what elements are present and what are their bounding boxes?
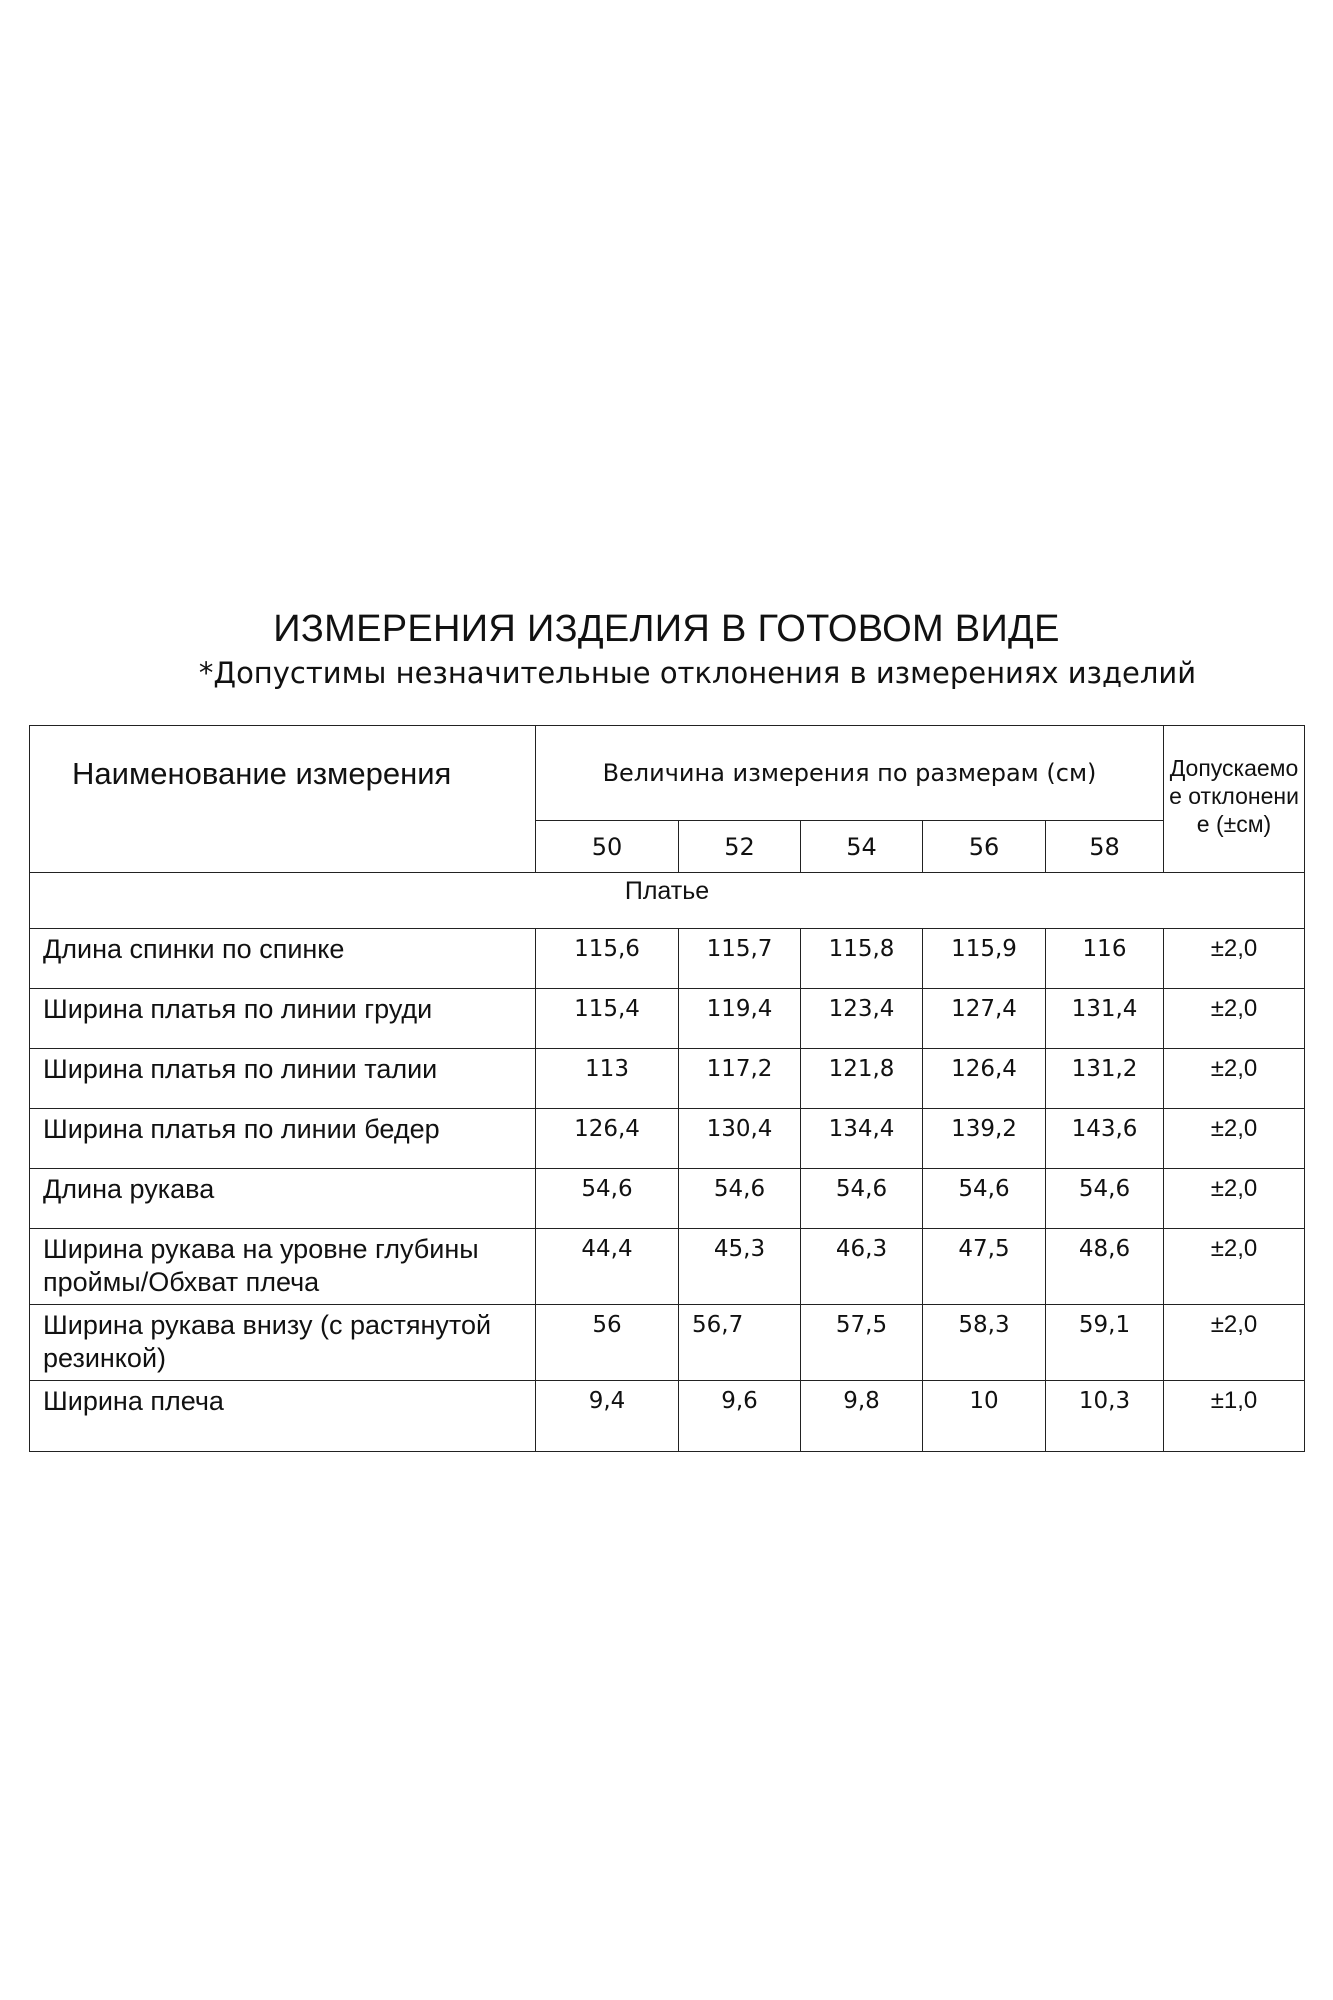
row-value: 46,3	[801, 1229, 923, 1305]
row-tolerance: ±2,0	[1164, 929, 1305, 989]
row-value: 131,2	[1046, 1049, 1164, 1109]
row-value: 126,4	[923, 1049, 1046, 1109]
row-tolerance: ±2,0	[1164, 1305, 1305, 1381]
row-value: 131,4	[1046, 989, 1164, 1049]
row-value: 130,4	[679, 1109, 801, 1169]
row-label: Ширина рукава на уровне глубины проймы/Обхват плеча	[30, 1229, 536, 1305]
table-row	[30, 1049, 1305, 1109]
row-tolerance: ±2,0	[1164, 1109, 1305, 1169]
row-value: 9,8	[801, 1381, 923, 1452]
row-label: Длина рукава	[30, 1169, 536, 1229]
row-label: Ширина платья по линии бедер	[30, 1109, 536, 1169]
page-subtitle: *Допустимы незначительные отклонения в измерениях изделий	[198, 656, 1197, 690]
table-row	[30, 1381, 1305, 1452]
row-value: 9,4	[536, 1381, 679, 1452]
row-value: 57,5	[801, 1305, 923, 1381]
row-value: 115,6	[536, 929, 679, 989]
row-tolerance: ±2,0	[1164, 1169, 1305, 1229]
row-label: Ширина платья по линии талии	[30, 1049, 536, 1109]
table-header-row	[30, 726, 1305, 821]
section-row	[30, 873, 1305, 929]
row-label: Длина спинки по спинке	[30, 929, 536, 989]
table-row	[30, 929, 1305, 989]
table-row	[30, 1229, 1305, 1305]
table-row	[30, 1109, 1305, 1169]
row-tolerance: ±2,0	[1164, 989, 1305, 1049]
row-value: 54,6	[536, 1169, 679, 1229]
row-value: 10,3	[1046, 1381, 1164, 1452]
row-value: 54,6	[679, 1169, 801, 1229]
row-value: 119,4	[679, 989, 801, 1049]
size-header: 54	[801, 821, 923, 873]
row-value: 59,1	[1046, 1305, 1164, 1381]
header-measurement-name: Наименование измерения	[30, 726, 536, 873]
row-label: Ширина платья по линии груди	[30, 989, 536, 1049]
header-tolerance: Допускаемое отклонение (±см)	[1164, 726, 1305, 873]
row-tolerance: ±1,0	[1164, 1381, 1305, 1452]
row-value: 54,6	[923, 1169, 1046, 1229]
row-value: 54,6	[801, 1169, 923, 1229]
row-value: 56	[536, 1305, 679, 1381]
header-measurement-value: Величина измерения по размерам (см)	[536, 726, 1164, 821]
row-tolerance: ±2,0	[1164, 1049, 1305, 1109]
row-value: 47,5	[923, 1229, 1046, 1305]
measurements-table	[29, 725, 1305, 1452]
row-value: 44,4	[536, 1229, 679, 1305]
row-value: 127,4	[923, 989, 1046, 1049]
page-title: ИЗМЕРЕНИЯ ИЗДЕЛИЯ В ГОТОВОМ ВИДЕ	[273, 608, 1060, 650]
row-value: 115,8	[801, 929, 923, 989]
row-value: 139,2	[923, 1109, 1046, 1169]
size-header: 56	[923, 821, 1046, 873]
row-value: 121,8	[801, 1049, 923, 1109]
row-value: 143,6	[1046, 1109, 1164, 1169]
size-header: 50	[536, 821, 679, 873]
row-value: 113	[536, 1049, 679, 1109]
row-label: Ширина рукава внизу (с растянутой резинкой)	[30, 1305, 536, 1381]
section-label: Платье	[30, 873, 1305, 929]
row-value: 115,4	[536, 989, 679, 1049]
table-row	[30, 989, 1305, 1049]
table-row	[30, 1305, 1305, 1381]
row-value: 116	[1046, 929, 1164, 989]
row-value: 117,2	[679, 1049, 801, 1109]
row-value: 126,4	[536, 1109, 679, 1169]
row-value: 10	[923, 1381, 1046, 1452]
row-value: 134,4	[801, 1109, 923, 1169]
row-label: Ширина плеча	[30, 1381, 536, 1452]
row-value: 54,6	[1046, 1169, 1164, 1229]
row-value: 58,3	[923, 1305, 1046, 1381]
row-value: 123,4	[801, 989, 923, 1049]
row-value: 45,3	[679, 1229, 801, 1305]
row-value: 9,6	[679, 1381, 801, 1452]
row-value: 56,7	[679, 1305, 801, 1381]
size-header: 58	[1046, 821, 1164, 873]
table-row	[30, 1169, 1305, 1229]
row-tolerance: ±2,0	[1164, 1229, 1305, 1305]
row-value: 48,6	[1046, 1229, 1164, 1305]
size-header: 52	[679, 821, 801, 873]
row-value: 115,9	[923, 929, 1046, 989]
row-value: 115,7	[679, 929, 801, 989]
